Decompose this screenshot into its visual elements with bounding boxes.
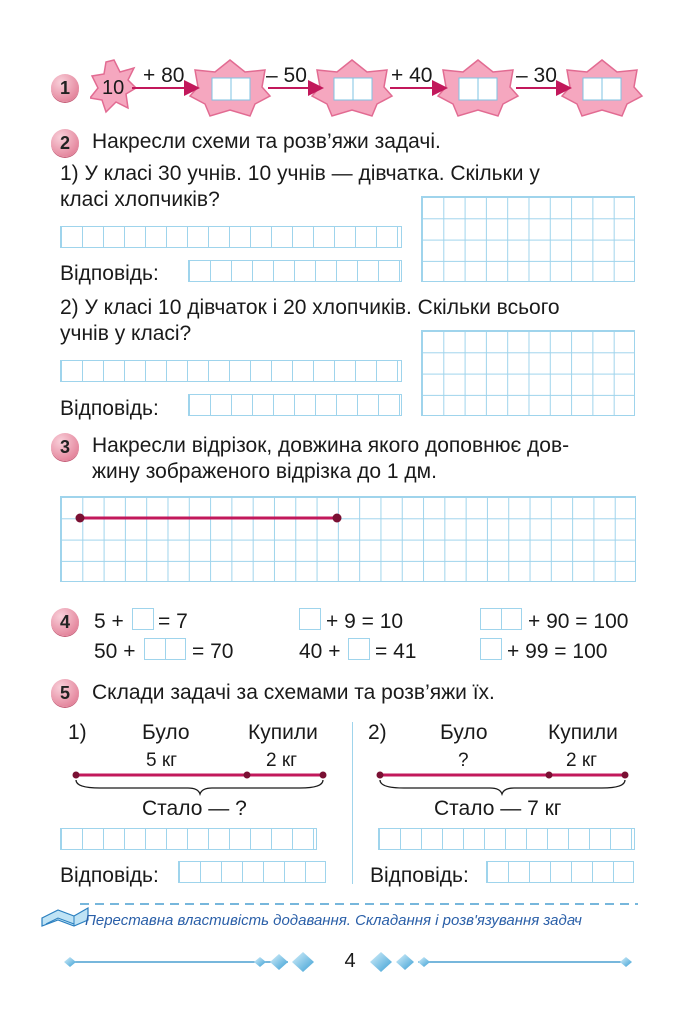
solution-cells[interactable]: [378, 828, 635, 850]
scheme-value-bought: 2 кг: [266, 750, 298, 771]
exercise-number: 5: [51, 679, 79, 707]
scheme-segment: [70, 766, 335, 796]
equation-part: 40 +: [299, 640, 341, 663]
solution-cells[interactable]: [60, 828, 317, 850]
exercise-instruction: Накресли відрізок, довжина якого доповнює дов-: [92, 434, 570, 457]
equation-part: 5 +: [94, 610, 124, 633]
scheme-value-was: ?: [458, 750, 469, 771]
solution-cells[interactable]: [60, 226, 402, 248]
answer-cells[interactable]: [188, 260, 402, 282]
scheme-label-bought: Купили: [548, 721, 618, 744]
scheme-result: Стало — ?: [142, 797, 247, 820]
chain-start-value: 10: [102, 77, 125, 99]
answer-box-two-digit[interactable]: [144, 638, 186, 660]
scheme-label-was: Було: [142, 721, 190, 744]
scheme-label-bought: Купили: [248, 721, 318, 744]
equation-part: 50 +: [94, 640, 136, 663]
task-text: 2) У класі 10 дівчаток і 20 хлопчиків. Скільки всього: [60, 296, 560, 319]
exercise-instruction: жину зображеного відрізка до 1 дм.: [92, 460, 437, 483]
scheme-value-bought: 2 кг: [566, 750, 598, 771]
answer-label: Відповідь:: [60, 262, 159, 285]
answer-label: Відповідь:: [60, 864, 159, 887]
scheme-segment: [374, 766, 639, 796]
scheme-value-was: 5 кг: [146, 750, 178, 771]
answer-box[interactable]: [299, 608, 321, 630]
given-segment: [60, 496, 636, 582]
answer-cells[interactable]: [188, 394, 402, 416]
task-text: класі хлопчиків?: [60, 188, 220, 211]
equation-part: = 70: [192, 640, 234, 663]
task-text: учнів у класі?: [60, 322, 192, 345]
scheme-grid[interactable]: [421, 196, 635, 282]
scheme-label-was: Було: [440, 721, 488, 744]
chain-op-3: + 40: [391, 64, 433, 87]
scheme-grid[interactable]: [421, 330, 635, 416]
task-text: 1) У класі 30 учнів. 10 учнів — дівчатка. Скільки у: [60, 162, 540, 185]
equation-part: + 99 = 100: [507, 640, 608, 663]
exercise-instruction: Накресли схеми та розв’яжи задачі.: [92, 130, 441, 153]
exercise-number: 1: [51, 74, 79, 102]
equation-part: = 7: [158, 610, 188, 633]
answer-cells[interactable]: [178, 861, 326, 883]
footer-topic: Переставна властивість додавання. Складання і розв'язування задач: [85, 912, 582, 929]
scheme-index: 1): [68, 721, 87, 744]
answer-box[interactable]: [132, 608, 154, 630]
equation-part: = 41: [375, 640, 417, 663]
answer-label: Відповідь:: [370, 864, 469, 887]
chain-op-1: + 80: [143, 64, 185, 87]
equation-part: + 9 = 10: [326, 610, 404, 633]
answer-label: Відповідь:: [60, 397, 159, 420]
answer-box-two-digit[interactable]: [480, 608, 522, 630]
exercise-instruction: Склади задачі за схемами та розв’яжи їх.: [92, 681, 495, 704]
book-icon: [42, 908, 88, 926]
scheme-result: Стало — 7 кг: [434, 797, 562, 820]
answer-box[interactable]: [348, 638, 370, 660]
chain-op-4: – 30: [516, 64, 557, 87]
exercise-number: 4: [51, 608, 79, 636]
answer-cells[interactable]: [486, 861, 634, 883]
page-number: 4: [344, 950, 356, 972]
scheme-index: 2): [368, 721, 387, 744]
chain-op-2: – 50: [266, 64, 307, 87]
equation-part: + 90 = 100: [528, 610, 629, 633]
exercise-number: 2: [51, 129, 79, 157]
exercise-number: 3: [51, 433, 79, 461]
solution-cells[interactable]: [60, 360, 402, 382]
column-divider: [352, 722, 353, 884]
answer-box[interactable]: [480, 638, 502, 660]
